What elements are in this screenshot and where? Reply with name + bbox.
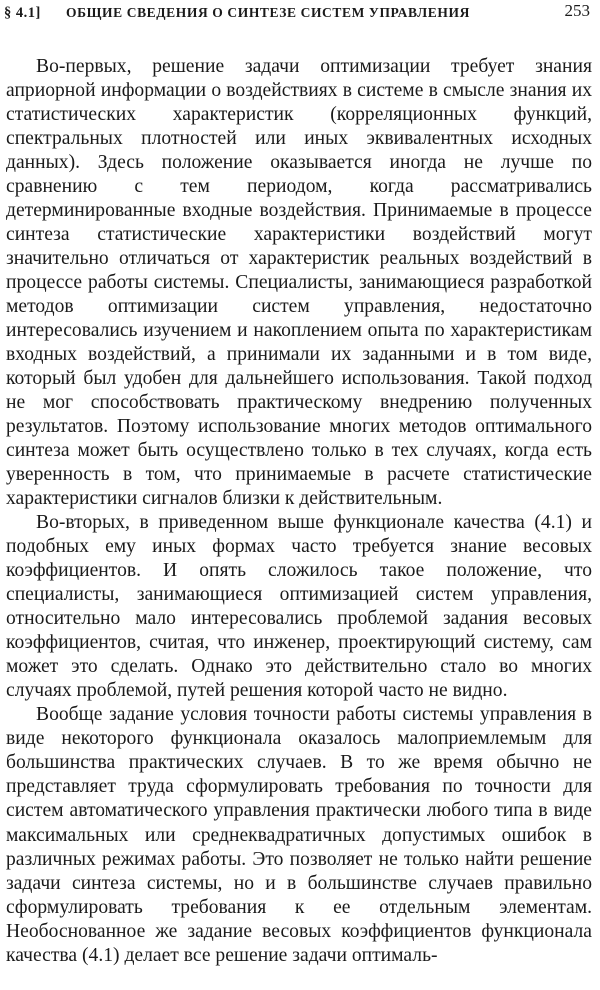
section-number: § 4.1]: [4, 5, 41, 21]
body-text: [6, 55, 592, 968]
page-number: 253: [564, 1, 590, 20]
paragraph-second: Во-вторых, в приведенном выше функционале качества (4.1) и подобных ему иных формах часто требуется знание весовых коэффициентов. И опять сложилось такое положение, что специалисты, занимающиеся оптимизацией систем управления, относительно мало интересовались проблемой задания весовых коэффициентов, считая, что инженер, проектирующий систему, сам может это сделать. Однако это действительно стало во многих случаях проблемой, путей решения которой часто не видно.: [6, 512, 592, 702]
paragraph-third: Вообще задание условия точности работы системы управления в виде некоторого функционала оказалось малоприемлемым для большинства практических случаев. В то же время обычно не представляет труда сформулировать требования по точности для систем автоматического управления практически любого типа в виде максимальных или среднеквадратичных допустимых ошибок в различных режимах работы. Это позволяет не только найти решение задачи синтеза системы, но и в большинстве случаев правильно сформулировать требования к ее отдельным элементам. Необоснованное же задание весовых коэффициентов функционала качества (4.1) делает все решение задачи оптималь-: [6, 704, 592, 966]
paragraph-first: Во-первых, решение задачи оптимизации требует знания априорной информации о воздействиях в системе в смысле знания их статистических характеристик (корреляционных функций, спектральных плотностей или иных эквивалентных исходных данных). Здесь положение оказывается иногда не лучше по сравнению с тем периодом, когда рассматривались детерминированные входные воздействия. Принимаемые в процессе синтеза статистические характеристики воздействий могут значительно отличаться от характеристик реальных воздействий в процессе работы системы. Специалисты, занимающиеся разработкой методов оптимизации систем управления, недостаточно интересовались изучением и накоплением опыта по характеристикам входных воздействий, а принимали их заданными и в том виде, который был удобен для дальнейшего использования. Такой подход не мог способствовать практическому внедрению полученных результатов. Поэтому использование многих методов оптимального синтеза может быть осуществлено только в тех случаях, когда есть уверенность в том, что принимаемые в расчете статистические характеристики сигналов близки к действительным.: [6, 56, 592, 510]
running-header: [4, 0, 594, 26]
chapter-title: ОБЩИЕ СВЕДЕНИЯ О СИНТЕЗЕ СИСТЕМ УПРАВЛЕНИЯ: [66, 5, 470, 20]
